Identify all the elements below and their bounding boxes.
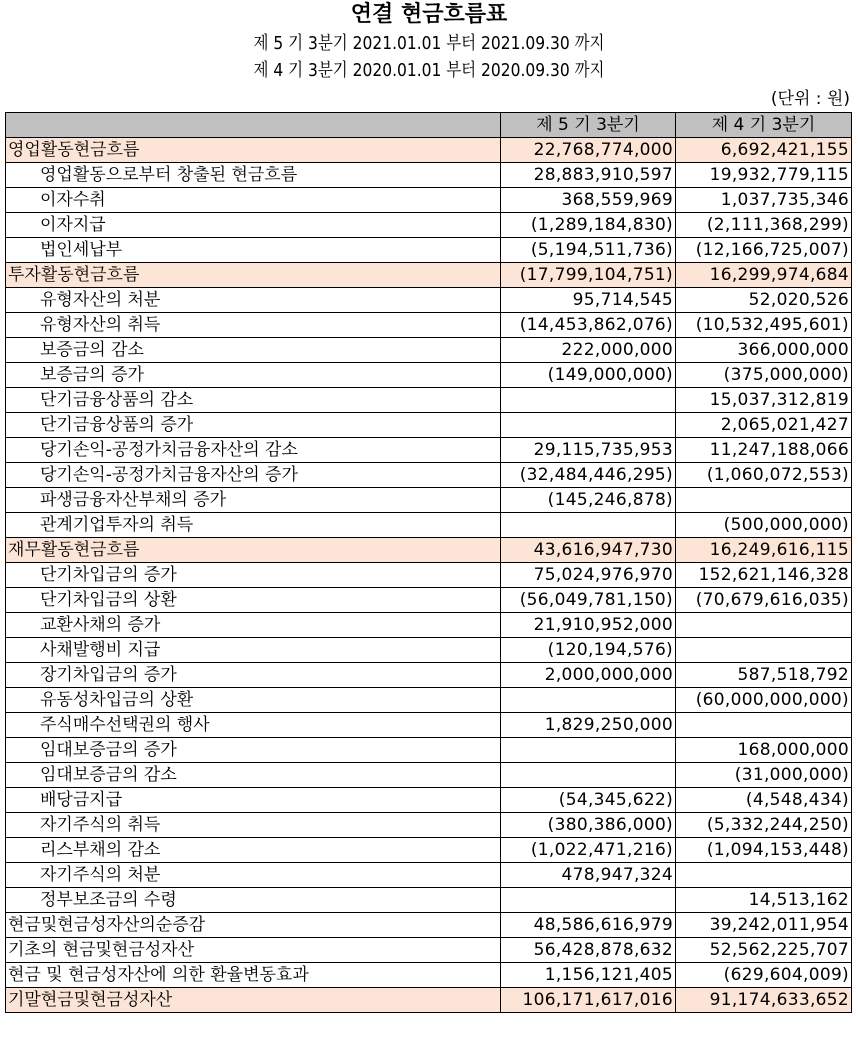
prior-period-value: 366,000,000 [676,338,852,363]
total-row [6,938,852,963]
table-row [6,488,852,513]
row-label: 파생금융자산부채의 증가 [6,488,501,513]
row-label: 이자지급 [6,213,501,238]
current-period-value [501,738,676,763]
table-row [6,713,852,738]
current-period-value: 56,428,878,632 [501,938,676,963]
header-current-period: 제 5 기 3분기 [501,113,676,138]
row-label: 기초의 현금및현금성자산 [6,938,501,963]
total-row [6,963,852,988]
prior-period-value: 6,692,421,155 [676,138,852,163]
table-row [6,838,852,863]
header-prior-period: 제 4 기 3분기 [676,113,852,138]
current-period-value: 29,115,735,953 [501,438,676,463]
row-label: 단기차입금의 상환 [6,588,501,613]
row-label: 이자수취 [6,188,501,213]
prior-period-value: 152,621,146,328 [676,563,852,588]
prior-period-value: (70,679,616,035) [676,588,852,613]
current-period-value: (56,049,781,150) [501,588,676,613]
row-label: 당기손익-공정가치금융자산의 증가 [6,463,501,488]
prior-period-value: 39,242,011,954 [676,913,852,938]
current-period-value: 48,586,616,979 [501,913,676,938]
row-label: 영업활동으로부터 창출된 현금흐름 [6,163,501,188]
row-label: 주식매수선택권의 행사 [6,713,501,738]
current-period-value: (380,386,000) [501,813,676,838]
prior-period-value [676,613,852,638]
prior-period-value [676,863,852,888]
table-row [6,813,852,838]
current-period-value [501,413,676,438]
prior-period-value [676,638,852,663]
unit-label: (단위 : 원) [770,89,850,109]
row-label: 유형자산의 취득 [6,313,501,338]
prior-period-value: 16,249,616,115 [676,538,852,563]
current-period-value: (14,453,862,076) [501,313,676,338]
page-title: 연결 현금흐름표 [350,2,508,27]
prior-period-value [676,488,852,513]
prior-period-value: (375,000,000) [676,363,852,388]
current-period-value: 1,829,250,000 [501,713,676,738]
row-label: 단기금융상품의 증가 [6,413,501,438]
row-label: 현금 및 현금성자산에 의한 환율변동효과 [6,963,501,988]
current-period-value: (149,000,000) [501,363,676,388]
current-period-value: 222,000,000 [501,338,676,363]
prior-period-value: 91,174,633,652 [676,988,852,1013]
current-period-value: 43,616,947,730 [501,538,676,563]
cash-flow-table [5,112,852,1013]
prior-period-value: 2,065,021,427 [676,413,852,438]
prior-period-value: 19,932,779,115 [676,163,852,188]
prior-period-value: (2,111,368,299) [676,213,852,238]
table-row [6,638,852,663]
prior-period-value [676,713,852,738]
current-period-value: 368,559,969 [501,188,676,213]
row-label: 보증금의 증가 [6,363,501,388]
prior-period-value: 1,037,735,346 [676,188,852,213]
table-row [6,663,852,688]
current-period-value: (1,022,471,216) [501,838,676,863]
row-label: 자기주식의 처분 [6,863,501,888]
row-label: 투자활동현금흐름 [6,263,501,288]
table-row [6,363,852,388]
current-period-value: 28,883,910,597 [501,163,676,188]
table-row [6,588,852,613]
current-period-value [501,388,676,413]
row-label: 장기차입금의 증가 [6,663,501,688]
row-label: 배당금지급 [6,788,501,813]
table-row [6,288,852,313]
current-period-value: (145,246,878) [501,488,676,513]
prior-period-value: 168,000,000 [676,738,852,763]
section-row [6,138,852,163]
current-period-value: 1,156,121,405 [501,963,676,988]
table-row [6,188,852,213]
prior-period-value: 15,037,312,819 [676,388,852,413]
table-row [6,213,852,238]
table-row [6,788,852,813]
current-period-value [501,888,676,913]
current-period-value: 22,768,774,000 [501,138,676,163]
table-row [6,463,852,488]
current-period-value: 75,024,976,970 [501,563,676,588]
row-label: 임대보증금의 증가 [6,738,501,763]
table-row [6,738,852,763]
prior-period-value: (12,166,725,007) [676,238,852,263]
table-row [6,238,852,263]
prior-period-value: (10,532,495,601) [676,313,852,338]
prior-period-value: (31,000,000) [676,763,852,788]
prior-period-value: 11,247,188,066 [676,438,852,463]
current-period-value: (1,289,184,830) [501,213,676,238]
current-period-value [501,513,676,538]
row-label: 보증금의 감소 [6,338,501,363]
current-period-value [501,763,676,788]
table-row [6,613,852,638]
table-row [6,163,852,188]
table-row [6,863,852,888]
prior-period-value: 14,513,162 [676,888,852,913]
row-label: 단기금융상품의 감소 [6,388,501,413]
table-row [6,313,852,338]
prior-period-value: (629,604,009) [676,963,852,988]
period-current: 제 5 기 3분기 2021.01.01 부터 2021.09.30 까지 [253,33,605,54]
table-row [6,513,852,538]
period-prior: 제 4 기 3분기 2020.01.01 부터 2020.09.30 까지 [253,60,605,81]
prior-period-value: (4,548,434) [676,788,852,813]
row-label: 기말현금및현금성자산 [6,988,501,1013]
prior-period-value: (1,094,153,448) [676,838,852,863]
row-label: 유형자산의 처분 [6,288,501,313]
row-label: 정부보조금의 수령 [6,888,501,913]
prior-period-value: 587,518,792 [676,663,852,688]
row-label: 리스부채의 감소 [6,838,501,863]
prior-period-value: 16,299,974,684 [676,263,852,288]
row-label: 단기차입금의 증가 [6,563,501,588]
table-row [6,888,852,913]
table-row [6,563,852,588]
prior-period-value: (5,332,244,250) [676,813,852,838]
current-period-value: (17,799,104,751) [501,263,676,288]
prior-period-value: (1,060,072,553) [676,463,852,488]
prior-period-value: 52,020,526 [676,288,852,313]
current-period-value: 106,171,617,016 [501,988,676,1013]
prior-period-value: (500,000,000) [676,513,852,538]
row-label: 현금및현금성자산의순증감 [6,913,501,938]
current-period-value: (32,484,446,295) [501,463,676,488]
section-row [6,263,852,288]
table-row [6,413,852,438]
row-label: 관계기업투자의 취득 [6,513,501,538]
current-period-value: 95,714,545 [501,288,676,313]
section-row [6,988,852,1013]
header-label-cell [6,113,501,138]
row-label: 자기주식의 취득 [6,813,501,838]
table-row [6,763,852,788]
row-label: 교환사채의 증가 [6,613,501,638]
row-label: 법인세납부 [6,238,501,263]
current-period-value: 478,947,324 [501,863,676,888]
table-row [6,338,852,363]
current-period-value [501,688,676,713]
current-period-value: 21,910,952,000 [501,613,676,638]
current-period-value: (120,194,576) [501,638,676,663]
current-period-value: (54,345,622) [501,788,676,813]
section-row [6,538,852,563]
total-row [6,913,852,938]
current-period-value: 2,000,000,000 [501,663,676,688]
row-label: 사채발행비 지급 [6,638,501,663]
prior-period-value: (60,000,000,000) [676,688,852,713]
row-label: 영업활동현금흐름 [6,138,501,163]
prior-period-value: 52,562,225,707 [676,938,852,963]
table-row [6,438,852,463]
table-row [6,388,852,413]
table-header-row [6,113,852,138]
table-row [6,688,852,713]
row-label: 재무활동현금흐름 [6,538,501,563]
row-label: 당기손익-공정가치금융자산의 감소 [6,438,501,463]
current-period-value: (5,194,511,736) [501,238,676,263]
row-label: 유동성차입금의 상환 [6,688,501,713]
row-label: 임대보증금의 감소 [6,763,501,788]
